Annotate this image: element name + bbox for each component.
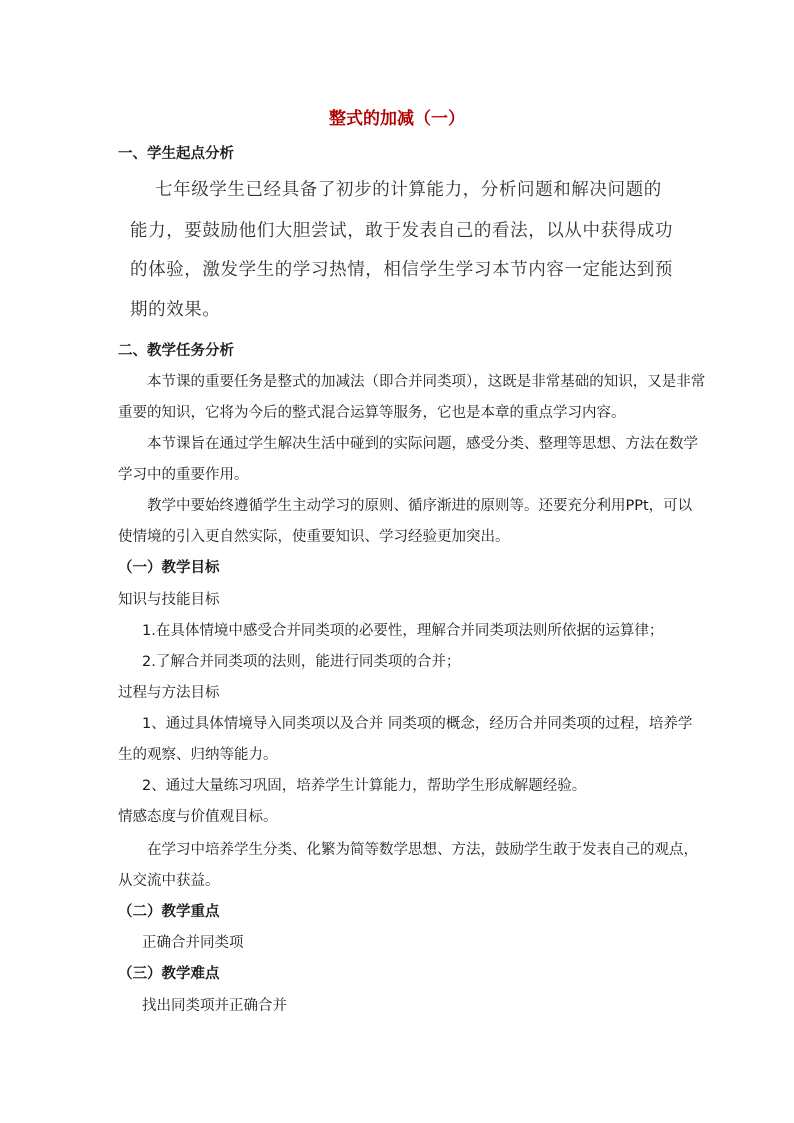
section1-line-3: 的体验，激发学生的学习热情，相信学生学习本节内容一定能达到预: [130, 260, 673, 280]
emotion-label: 情感态度与价值观目标。: [118, 809, 278, 825]
section1-heading: 一、学生起点分析: [118, 146, 234, 162]
section2-p2-line2: 学习中的重要作用。: [118, 467, 249, 483]
process-item2: 2、通过大量练习巩固，培养学生计算能力，帮助学生形成解题经验。: [142, 778, 587, 794]
knowledge-item-2: 2.了解合并同类项的法则，能进行同类项的合并；: [142, 654, 461, 670]
key-point-text: 正确合并同类项: [142, 935, 244, 951]
section2-p2-line1: 本节课旨在通过学生解决生活中碰到的实际问题，感受分类、整理等思想、方法在数学: [147, 436, 698, 452]
emotion-text-line2: 从交流中获益。: [118, 873, 220, 889]
section2-p1-line1: 本节课的重要任务是整式的加减法（即合并同类项），这既是非常基础的知识，又是非常: [147, 374, 706, 390]
section2-p3-line1: 教学中要始终遵循学生主动学习的原则、循序渐进的原则等。还要充分利用PPt，可以: [147, 498, 693, 514]
key-point-heading: （二）教学重点: [118, 904, 220, 920]
knowledge-item-1: 1.在具体情境中感受合并同类项的必要性，理解合并同类项法则所依据的运算律；: [142, 623, 664, 639]
difficulty-heading: （三）教学难点: [118, 966, 220, 982]
difficulty-text: 找出同类项并正确合并: [142, 998, 287, 1014]
process-item1-line1: 1、通过具体情境导入同类项以及合并 同类项的概念，经历合并同类项的过程，培养学: [142, 716, 693, 732]
section2-heading: 二、教学任务分析: [118, 343, 234, 359]
document-title: 整式的加减（一）: [329, 109, 465, 129]
section2-p3-line2: 使情境的引入更自然实际，使重要知识、学习经验更加突出。: [118, 529, 510, 545]
section1-line-1: 七年级学生已经具备了初步的计算能力，分析问题和解决问题的: [155, 180, 662, 200]
knowledge-label: 知识与技能目标: [118, 592, 220, 608]
goals-heading: （一）教学目标: [118, 560, 220, 576]
process-label: 过程与方法目标: [118, 685, 220, 701]
emotion-text-line1: 在学习中培养学生分类、化繁为简等数学思想、方法，鼓励学生敢于发表自己的观点，: [147, 842, 698, 858]
section1-line-4: 期的效果。: [130, 300, 221, 320]
section2-p1-line2: 重要的知识，它将为今后的整式混合运算等服务，它也是本章的重点学习内容。: [118, 405, 626, 421]
section1-line-2: 能力，要鼓励他们大胆尝试，敢于发表自己的看法，以从中获得成功: [130, 221, 673, 241]
process-item1-line2: 生的观察、归纳等能力。: [118, 747, 278, 763]
